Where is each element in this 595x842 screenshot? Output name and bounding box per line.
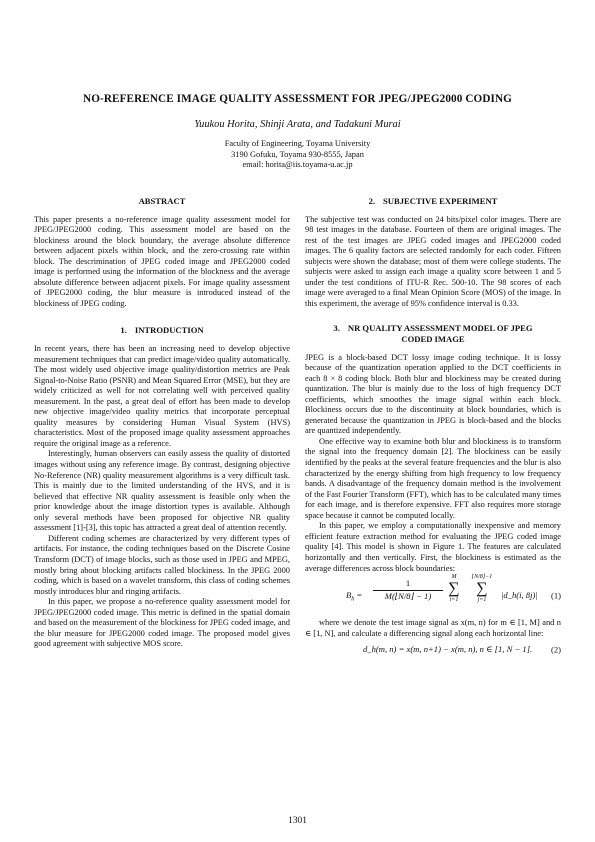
eq1-denominator: M(⌊N/8⌋ − 1) <box>384 590 432 601</box>
sigma-icon: ∑ <box>476 580 488 598</box>
affiliation-line: Faculty of Engineering, Toyama University <box>224 139 371 148</box>
sum-upper: ⌊N/8⌋−1 <box>471 574 493 581</box>
affiliation-address: 3190 Gofuku, Toyama 930-8555, Japan <box>231 149 364 159</box>
affiliation-email: email: horita@iis.toyama-u.ac.jp <box>242 160 353 170</box>
section-title: SUBJECTIVE EXPERIMENT <box>383 196 498 206</box>
eq1-term: |d_h(i, 8j)| <box>501 590 538 601</box>
section-number: 3. <box>333 323 340 334</box>
eq1-lhs: $B_h$ = <box>346 590 363 603</box>
abstract-text: This paper presents a no-reference image quality assessment model for JPEG/JPEG2000 coding. This assessment model are based on the blockiness around the block boundary, the average absolute difference between adjacent pixels within block, and the zero-crossing rate within block. The descrimination of JPEG coded image and JPEG2000 coded image is performed using the information of the blockness and the average absolute difference between adjacent pixels. For image quality assessment of JPEG2000 coding, the blur measure is introduced instead of the blockiness of JPEG coding. <box>34 214 290 308</box>
eq1-fraction <box>373 578 443 601</box>
equation-number: (2) <box>550 644 561 655</box>
section-number: 1. <box>120 325 127 336</box>
subjective-heading <box>305 196 561 207</box>
intro-paragraph: Different coding schemes are characterized by very different types of artifacts. For instance, the coding techniques based on the Discrete Cosine Transform (DCT) of image blocks, such as those used in JPEG and MPEG, mostly bring about blocking artifacts called blockiness. In the JPEG 2000 coding, which is based on a wavelet transform, this class of coding schemes mostly introduces blur and ringing artifacts. <box>34 533 290 596</box>
sum-lower: j=1 <box>477 597 487 604</box>
eq1-numerator: 1 <box>373 578 443 591</box>
eq2-body: d_h(m, n) = x(m, n+1) − x(m, n), n ∈ [1, N − 1]. <box>363 644 533 655</box>
paper-title: NO-REFERENCE IMAGE QUALITY ASSESSMENT FOR JPEG/JPEG2000 CODING <box>83 93 512 105</box>
introduction-heading <box>34 325 290 336</box>
section-title: INTRODUCTION <box>134 325 204 336</box>
eq1-sum-j <box>465 574 499 604</box>
nr-model-heading-line2: CODED IMAGE <box>401 334 465 345</box>
eq1-sum-i <box>445 574 463 604</box>
right-column <box>305 196 561 658</box>
section-title: NR QUALITY ASSESSMENT MODEL OF JPEG <box>347 323 533 334</box>
intro-paragraph: In recent years, there has been an increasing need to develop objective measurement techniques that can predict image/video quality automatically. The most widely used objective image quality/distortion metrics are Peak Signal-to-Noise Ratio (PSNR) and Mean Squared Error (MSE), but they are widely criticized as well for not correlating well with perceived quality measurement. In the past, a great deal of effort has been made to develop new objective image/video quality metrics that incorporate perceptual quality measures by considering Human Visual System (HVS) characteristics. Most of the proposed image quality assessment approaches require the original image as a reference. <box>34 344 290 448</box>
page-number: 1301 <box>288 816 307 826</box>
subjective-text: The subjective test was conducted on 24 bits/pixel color images. There are 98 test images in the database. Fourteen of them are original images. The rest of the test images are JPEG coded images and JPEG2000 coded images. The 6 quality factors are selected randomly for each coder. Fifteen subjects were shown the database; most of them were college students. The subjects were asked to assign each image a quality score between 1 and 5 under the test conditions of ITU-R Rec. 500-10. The 98 scores of each image were averaged to a final Mean Opinion Score (MOS) of the image. In this experiment, the average of 95% confidence interval is 0.33. <box>305 214 561 308</box>
equation-number: (1) <box>550 590 561 601</box>
nr-paragraph: JPEG is a block-based DCT lossy image coding technique. It is lossy because of the quantization operation applied to the DCT coefficients in each 8 × 8 coding block. Both blur and blockiness may be created during quantization. The blur is mainly due to the loss of high frequency DCT coefficients, which smoothes the image signal within each block. Blockiness occurs due to the discontinuity at block boundaries, which is generated because the quantization in JPEG is block-based and the blocks are quantized independently. <box>305 352 561 436</box>
intro-paragraph: Interestingly, human observers can easily assess the quality of distorted images without using any reference image. By contrast, designing objective No-Reference (NR) quality measurement algorithms is a very difficult task. This is mainly due to the limited understanding of the HVS, and it is believed that effective NR quality assessment is feasible only when the prior knowledge about the image distortion types is available. Although only several methods have been proposed for objective NR quality assessment [1]-[3], this topic has attracted a great deal of attention recently. <box>34 449 290 533</box>
sum-lower: i=1 <box>449 597 459 604</box>
nr-paragraph: where we denote the test image signal as x(m, n) for m ∈ [1, M] and n ∈ [1, N], and calculate a differencing signal along each horizontal line: <box>305 618 561 638</box>
section-number: 2. <box>368 196 376 206</box>
nr-model-heading-line1 <box>305 323 561 334</box>
affiliation-block <box>0 139 595 171</box>
nr-paragraph: In this paper, we employ a computationally inexpensive and memory efficient feature extraction method for evaluating the JPEG coded image quality [4]. This model is shown in Figure 1. The features are calculated horizontally and then vertically. First, the blockiness is estimated as the average differences across block boundaries: <box>305 521 561 573</box>
nr-paragraph: One effective way to examine both blur and blockiness is to transform the signal into the frequency domain [2]. The blockiness can be easily identified by the peaks at the several feature frequencies and the blur is also characterized by the energy shifting from high frequency to low frequency bands. A disadvantage of the frequency domain method is the involvement of the Fast Fourier Transform (FFT), which has to be calculated many times for each image, and is therefore expensive. FFT also requires more storage space because it cannot be computed locally. <box>305 436 561 520</box>
intro-paragraph: In this paper, we propose a no-reference quality assessment model for JPEG/JPEG2000 coded image. This metric is defined in the spatial domain and based on the measurement of the blockiness for JPEG coded image, and the blur measure for JPEG2000 coded image. The proposed model gives good agreement with subjective MOS score. <box>34 597 290 649</box>
sigma-icon: ∑ <box>448 580 460 598</box>
equation-2 <box>305 642 561 658</box>
abstract-heading: ABSTRACT <box>138 196 186 206</box>
equation-1 <box>305 574 561 618</box>
paper-authors: Yuukou Horita, Shinji Arata, and Tadakuni Murai <box>194 119 401 130</box>
sum-upper: M <box>451 574 457 581</box>
nr-model-heading <box>305 323 561 344</box>
left-column <box>34 196 290 650</box>
